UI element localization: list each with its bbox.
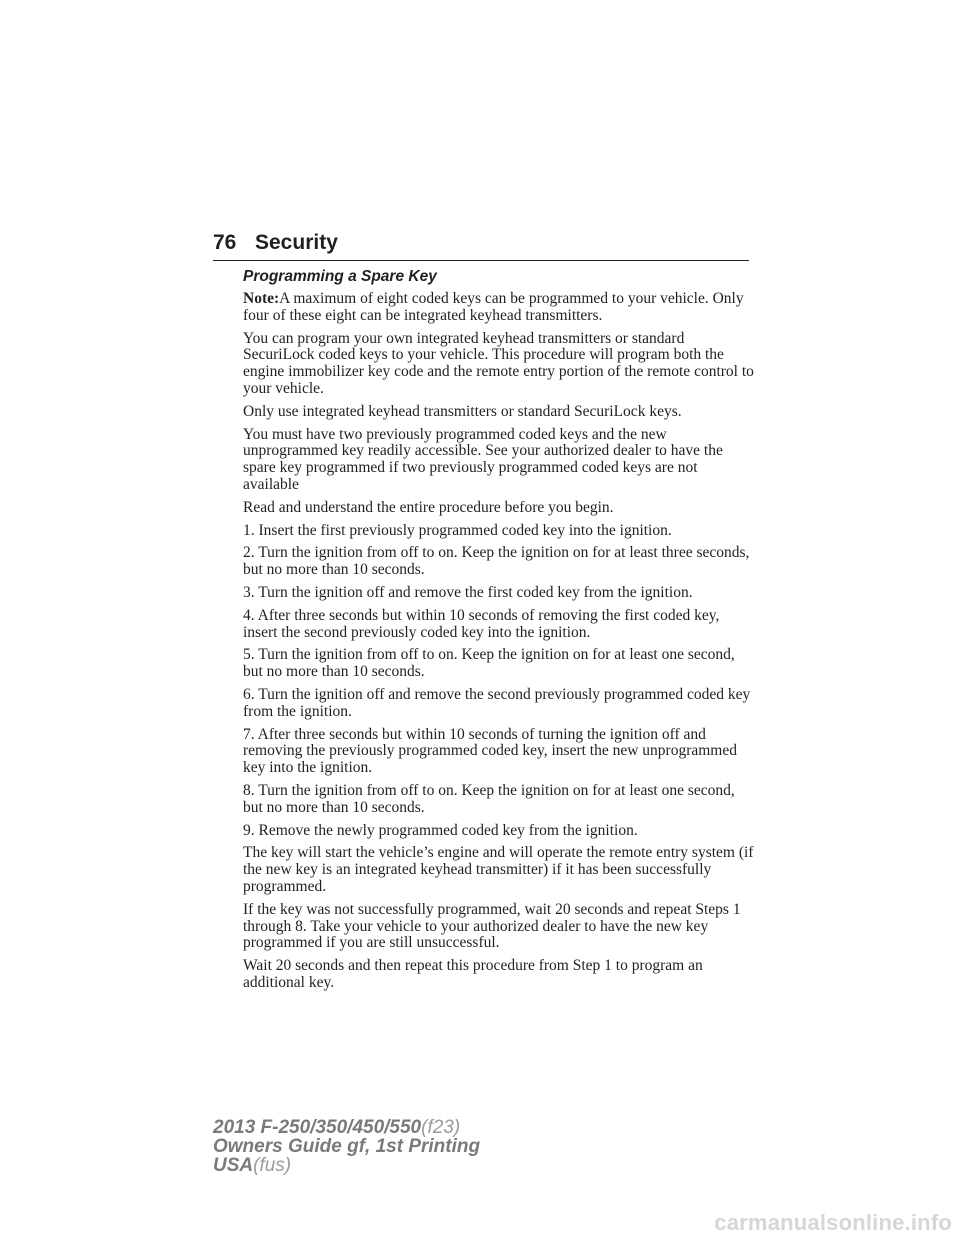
step-8: 8. Turn the ignition from off to on. Keep the ignition on for at least one second, but no more than 10 seconds. [243,781,735,816]
step-1: 1. Insert the first previously programmed coded key into the ignition. [243,521,672,539]
paragraph: Only use integrated keyhead transmitters or standard SecuriLock keys. [243,402,682,420]
step-6: 6. Turn the ignition off and remove the second previously programmed coded key from the ignition. [243,685,751,720]
footer-line-2 [213,1137,480,1156]
footer-market-code: (fus) [253,1155,292,1176]
step-7: 7. After three seconds but within 10 seconds of turning the ignition off and removing the previously programmed coded key, insert the new unprogrammed key into the ignition. [243,725,737,777]
paragraph: You can program your own integrated keyhead transmitters or standard SecuriLock coded keys to your vehicle. This procedure will program both the engine immobilizer key code and the remote entry portion of the remote control to your vehicle. [243,329,754,397]
footer-guide: Owners Guide gf, 1st Printing [213,1136,481,1157]
paragraph: Read and understand the entire procedure before you begin. [243,498,614,516]
paragraph: If the key was not successfully programmed, wait 20 seconds and repeat Steps 1 through 8. Take your vehicle to your authorized dealer to have the new key programmed if you are still unsuccessful. [243,900,741,952]
page-footer [213,1118,480,1175]
page-header [213,226,749,261]
page-content [243,267,755,998]
footer-model: 2013 F-250/350/450/550 [213,1117,422,1138]
footer-line-3 [213,1156,480,1175]
footer-model-code: (f23) [421,1117,461,1138]
step-9: 9. Remove the newly programmed coded key from the ignition. [243,821,638,839]
footer-market: USA [213,1155,254,1176]
note-label: Note: [243,290,280,307]
footer-line-1 [213,1118,480,1137]
subheading: Programming a Spare Key [243,268,437,285]
step-3: 3. Turn the ignition off and remove the first coded key from the ignition. [243,583,693,601]
page-number: 76 [213,231,237,254]
paragraph: The key will start the vehicle’s engine and will operate the remote entry system (if the new key is an integrated keyhead transmitter) if it has been successfully programmed. [243,844,754,895]
note-paragraph [243,291,755,325]
step-5: 5. Turn the ignition from off to on. Keep the ignition on for at least one second, but no more than 10 seconds. [243,646,735,681]
note-text: A maximum of eight coded keys can be programmed to your vehicle. Only four of these eight can be integrated keyhead transmitters. [243,290,744,324]
step-4: 4. After three seconds but within 10 seconds of removing the first coded key, insert the second previously coded key into the ignition. [243,606,720,641]
step-2: 2. Turn the ignition from off to on. Keep the ignition on for at least three seconds, but no more than 10 seconds. [243,544,750,579]
paragraph: You must have two previously programmed coded keys and the new unprogrammed key readily accessible. See your authorized dealer to have the spare key programmed if two previously programmed coded keys are not available [243,425,723,493]
section-title: Security [255,231,338,254]
paragraph: Wait 20 seconds and then repeat this procedure from Step 1 to program an additional key. [243,957,703,991]
watermark: carmanualsonline.info [714,1210,952,1235]
